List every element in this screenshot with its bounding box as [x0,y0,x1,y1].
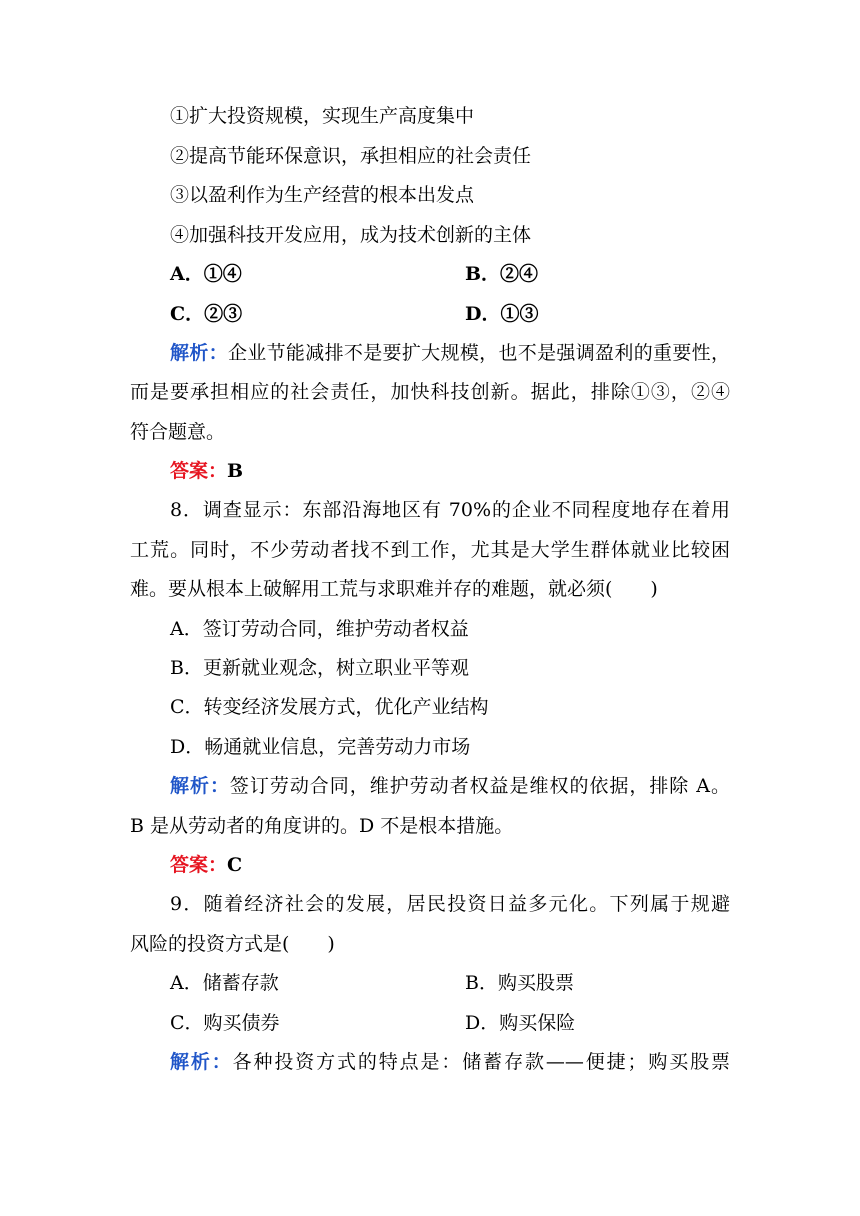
q7-answer-label: 答案： [170,460,228,482]
q9-options-row-2 [0,1011,860,1035]
q8-option-a: A．签订劳动合同，维护劳动者权益 [170,618,469,640]
q7-options-row-2 [0,302,860,326]
q7-option-b: B．②④ [465,263,539,285]
q7-options-row-1 [0,262,860,286]
q8-option-b: B．更新就业观念，树立职业平等观 [170,657,469,679]
q9-stem-line-1: 9．随着经济社会的发展，居民投资日益多元化。下列属于规避 [170,893,730,915]
q7-option-d: D．①③ [465,303,539,325]
q7-item-2: ②提高节能环保意识，承担相应的社会责任 [170,145,532,167]
q7-analysis-line-2: 而是要承担相应的社会责任，加快科技创新。据此，排除①③，②④ [130,381,730,403]
q7-item-4: ④加强科技开发应用，成为技术创新的主体 [170,224,532,246]
q9-option-d: D．购买保险 [465,1012,576,1034]
q8-stem-line-1: 8．调查显示：东部沿海地区有 70%的企业不同程度地存在着用 [170,499,730,521]
q8-stem-line-2: 工荒。同时，不少劳动者找不到工作，尤其是大学生群体就业比较困 [130,539,730,561]
q7-option-a: A．①④ [170,263,242,285]
q8-analysis-text-1: 签订劳动合同，维护劳动者权益是维权的依据，排除 A。 [229,775,730,797]
q9-analysis-text-1: 各种投资方式的特点是：储蓄存款——便捷；购买股票 [232,1051,730,1073]
q7-answer-line [170,459,730,483]
q7-answer-value: B [227,460,244,482]
q8-analysis-line-2: B 是从劳动者的角度讲的。D 不是根本措施。 [130,815,514,837]
q7-item-3: ③以盈利作为生产经营的根本出发点 [170,184,475,206]
q8-option-d: D．畅通就业信息，完善劳动力市场 [170,736,471,758]
q8-stem-line-3: 难。要从根本上破解用工荒与求职难并存的难题，就必须( ) [130,578,658,600]
q8-answer-label: 答案： [170,854,228,876]
q7-analysis-line-3: 符合题意。 [130,421,226,443]
q9-option-b: B．购买股票 [465,972,574,994]
q7-item-1: ①扩大投资规模，实现生产高度集中 [170,105,475,127]
q8-answer-value: C [227,854,243,876]
q8-answer-line [170,853,730,877]
q7-analysis-label: 解析： [170,342,228,364]
q8-option-c: C．转变经济发展方式，优化产业结构 [170,696,489,718]
q7-analysis-text-1: 企业节能减排不是要扩大规模，也不是强调盈利的重要性， [227,342,730,364]
q9-option-c: C．购买债券 [170,1012,280,1034]
q9-option-a: A．储蓄存款 [170,972,279,994]
q9-analysis-label: 解析： [170,1051,233,1073]
q9-stem-line-2: 风险的投资方式是( ) [130,933,335,955]
q7-option-c: C．②③ [170,303,243,325]
q8-analysis-label: 解析： [170,775,230,797]
q8-analysis-line-1 [170,774,730,798]
q9-analysis-line-1 [170,1050,730,1074]
q9-options-row-1 [0,971,860,995]
q7-analysis-line-1 [170,341,730,365]
